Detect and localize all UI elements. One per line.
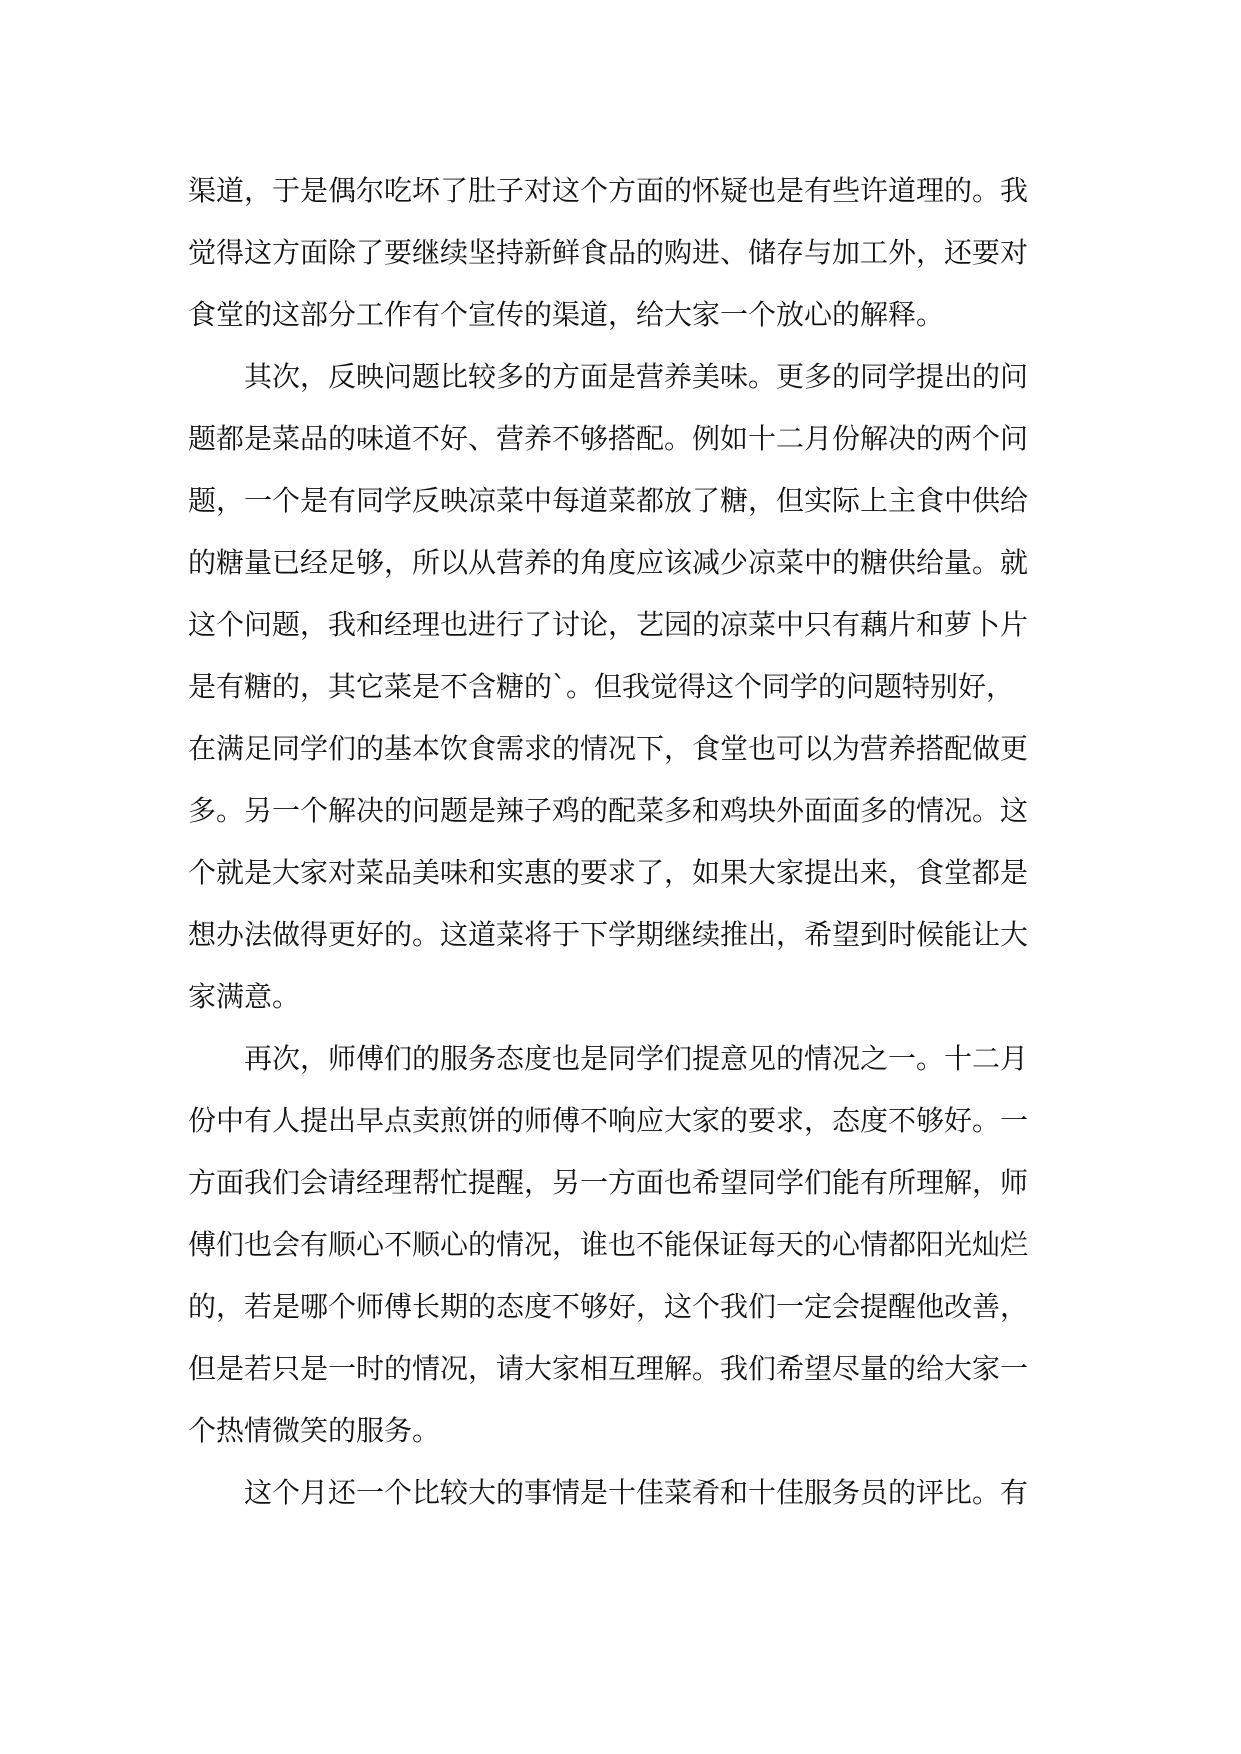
text-line: 这个问题，我和经理也进行了讨论，艺园的凉菜中只有藕片和萝卜片	[188, 608, 1029, 641]
text-line: 多。另一个解决的问题是辣子鸡的配菜多和鸡块外面面多的情况。这	[188, 794, 1029, 827]
text-line: 是有糖的，其它菜是不含糖的`。但我觉得这个同学的问题特别好，	[188, 670, 1015, 703]
text-line: 的糖量已经足够，所以从营养的角度应该减少凉菜中的糖供给量。就	[188, 546, 1029, 579]
text-line: 这个月还一个比较大的事情是十佳菜肴和十佳服务员的评比。有	[188, 1476, 1029, 1509]
text-line: 觉得这方面除了要继续坚持新鲜食品的购进、储存与加工外，还要对	[188, 236, 1029, 269]
text-line: 再次，师傅们的服务态度也是同学们提意见的情况之一。十二月	[188, 1042, 1029, 1075]
text-line: 但是若只是一时的情况，请大家相互理解。我们希望尽量的给大家一	[188, 1352, 1029, 1385]
text-line: 题都是菜品的味道不好、营养不够搭配。例如十二月份解决的两个问	[188, 422, 1029, 455]
text-line: 的，若是哪个师傅长期的态度不够好，这个我们一定会提醒他改善，	[188, 1290, 1029, 1323]
text-line: 方面我们会请经理帮忙提醒，另一方面也希望同学们能有所理解，师	[188, 1166, 1029, 1199]
text-line: 个热情微笑的服务。	[188, 1414, 441, 1447]
text-line: 渠道，于是偶尔吃坏了肚子对这个方面的怀疑也是有些许道理的。我	[188, 174, 1029, 207]
text-line: 其次，反映问题比较多的方面是营养美味。更多的同学提出的问	[188, 360, 1029, 393]
text-line: 题，一个是有同学反映凉菜中每道菜都放了糖，但实际上主食中供给	[188, 484, 1029, 517]
text-line: 份中有人提出早点卖煎饼的师傅不响应大家的要求，态度不够好。一	[188, 1104, 1029, 1137]
text-line: 家满意。	[188, 980, 301, 1013]
document-body	[188, 160, 1068, 1524]
text-line: 傅们也会有顺心不顺心的情况，谁也不能保证每天的心情都阳光灿烂	[188, 1228, 1029, 1261]
text-line: 想办法做得更好的。这道菜将于下学期继续推出，希望到时候能让大	[188, 918, 1029, 951]
text-line: 个就是大家对菜品美味和实惠的要求了，如果大家提出来，食堂都是	[188, 856, 1029, 889]
text-line: 在满足同学们的基本饮食需求的情况下，食堂也可以为营养搭配做更	[188, 732, 1029, 765]
text-line: 食堂的这部分工作有个宣传的渠道，给大家一个放心的解释。	[188, 298, 945, 331]
